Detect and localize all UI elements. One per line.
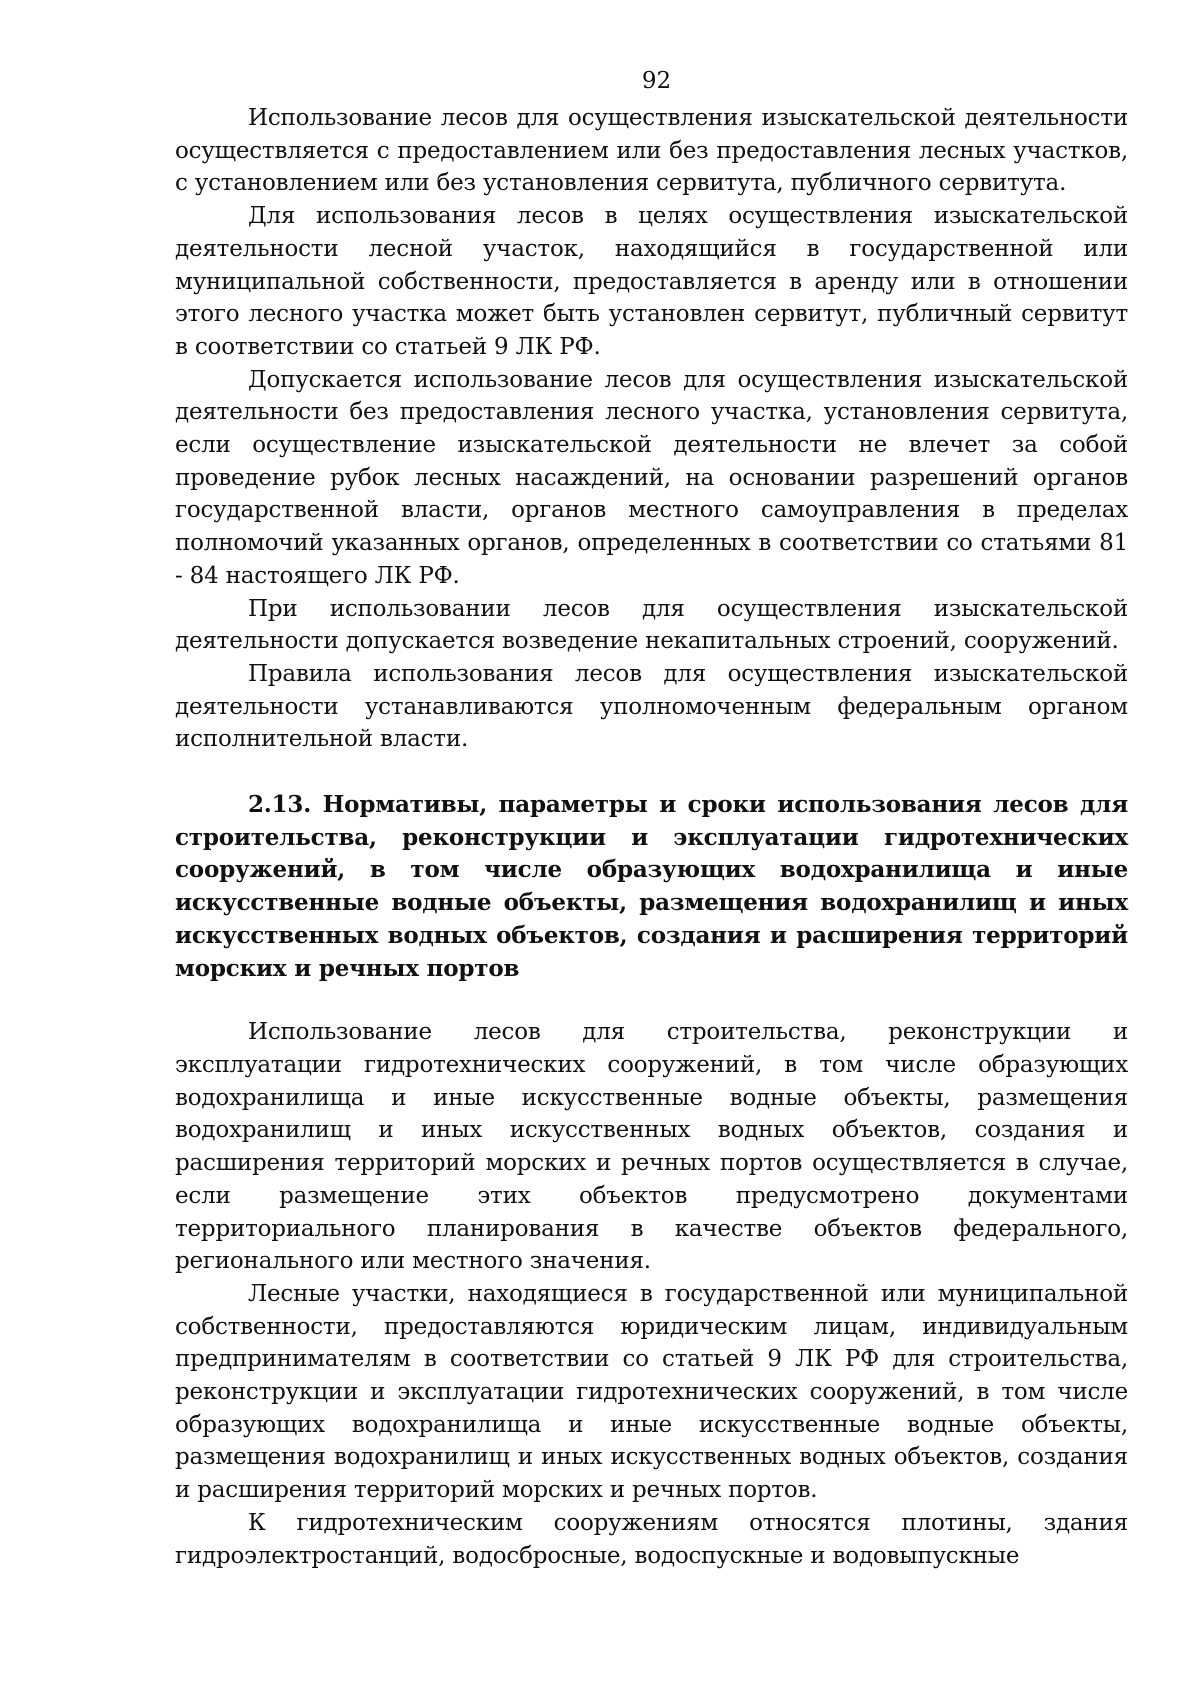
paragraph-hydro-structures: К гидротехническим сооружениям относятся плотины, здания гидроэлектростанций, водосбросные, водоспускные и водовыпускные — [175, 1509, 1128, 1569]
paragraph-survey-lease: Для использования лесов в целях осуществления изыскательской деятельности лесной участок, находящийся в государственной или муниципальной собственности, предоставляется в аренду или в отношении этого лесного участка может быть установлен сервитут, публичный сервитут в соответствии со статьей 9 ЛК РФ. — [175, 203, 1128, 360]
paragraph-survey-rules: Правила использования лесов для осуществления изыскательской деятельности устанавливаются уполномоченным федеральным органом исполнительной власти. — [175, 660, 1128, 753]
paragraph-hydro-usage: Использование лесов для строительства, реконструкции и эксплуатации гидротехнических сооружений, в том числе образующих водохранилища и иные искусственные водные объекты, размещения водохранилищ и иных искусственных водных объектов, создания и расширения территорий морских и речных портов осуществляется в случае, если размещение этих объектов предусмотрено документами территориального планирования в качестве объектов федерального, регионального или местного значения. — [175, 1019, 1128, 1275]
section-heading: 2.13. Нормативы, параметры и сроки использования лесов для строительства, реконструкции и эксплуатации гидротехнических сооружений, в том числе образующих водохранилища и иные искусственные водные объекты, размещения водохранилищ и иных искусственных водных объектов, создания и расширения территорий морских и речных портов — [175, 791, 1128, 982]
paragraph-hydro-plots: Лесные участки, находящиеся в государственной или муниципальной собственности, предоставляются юридическим лицам, индивидуальным предпринимателям в соответствии со статьей 9 ЛК РФ для строительства, реконструкции и эксплуатации гидротехнических сооружений, в том числе образующих водохранилища и иные искусственные водные объекты, размещения водохранилищ и иных искусственных водных объектов, создания и расширения территорий морских и речных портов. — [175, 1280, 1128, 1504]
paragraph-survey-structures: При использовании лесов для осуществления изыскательской деятельности допускается возведение некапитальных строений, сооружений. — [175, 595, 1128, 655]
paragraph-survey-usage: Использование лесов для осуществления изыскательской деятельности осуществляется с предоставлением или без предоставления лесных участков, с установлением или без установления сервитута, публичного сервитута. — [175, 105, 1128, 197]
document-page — [175, 68, 1128, 1572]
page-number: 92 — [641, 68, 672, 94]
paragraph-survey-permits: Допускается использование лесов для осуществления изыскательской деятельности без предоставления лесного участка, установления сервитута, если осуществление изыскательской деятельности не влечет за собой проведение рубок лесных насаждений, на основании разрешений органов государственной власти, органов местного самоуправления в пределах полномочий указанных органов, определенных в соответствии со статьями 81 - 84 настоящего ЛК РФ. — [175, 366, 1128, 589]
